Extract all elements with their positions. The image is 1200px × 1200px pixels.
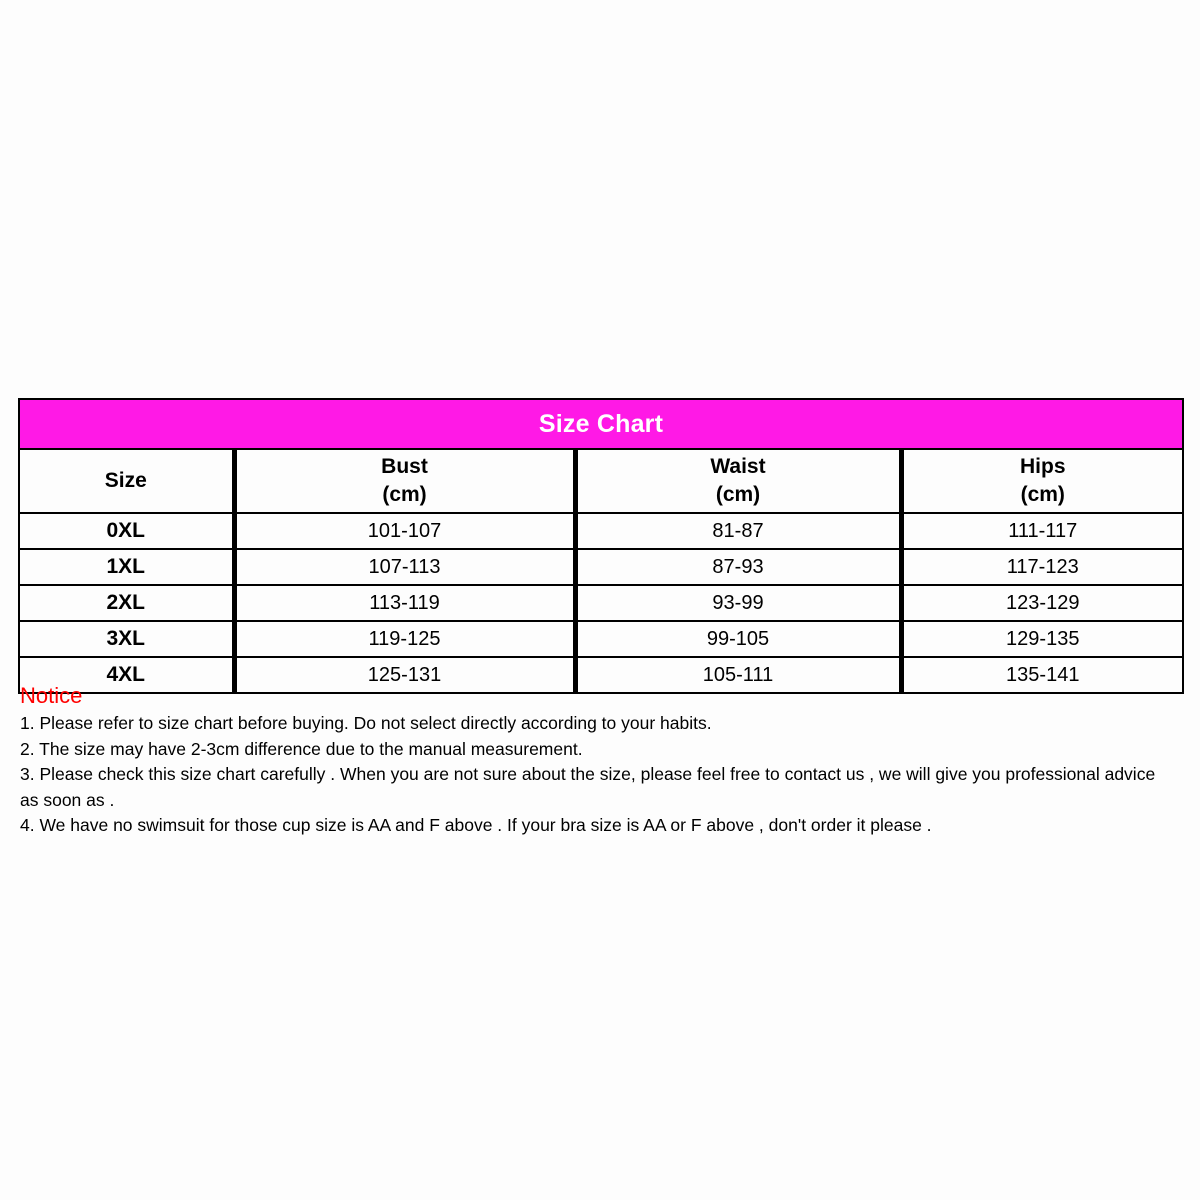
column-header-hips-unit: (cm) bbox=[1020, 483, 1065, 506]
table-row bbox=[19, 585, 1183, 621]
notice-line-3: 3. Please check this size chart carefully . When you are not sure about the size, please feel free to contact us , we will give you professional advice as soon as . bbox=[20, 764, 1156, 810]
notice-line-4: 4. We have no swimsuit for those cup size is AA and F above . If your bra size is AA or F above , don't order it please . bbox=[20, 814, 932, 835]
cell-bust: 107-113 bbox=[234, 549, 575, 585]
table-row bbox=[19, 513, 1183, 549]
cell-size: 3XL bbox=[19, 621, 234, 657]
cell-hips: 135-141 bbox=[901, 657, 1183, 693]
size-chart-table bbox=[18, 398, 1184, 694]
cell-hips: 123-129 bbox=[901, 585, 1183, 621]
cell-waist: 105-111 bbox=[575, 657, 901, 693]
cell-size: 4XL bbox=[19, 657, 234, 693]
cell-waist: 93-99 bbox=[575, 585, 901, 621]
table-row bbox=[19, 549, 1183, 585]
notice-section bbox=[20, 683, 1170, 838]
cell-size: 0XL bbox=[19, 513, 234, 549]
cell-bust: 101-107 bbox=[234, 513, 575, 549]
cell-bust: 113-119 bbox=[234, 585, 575, 621]
cell-waist: 87-93 bbox=[575, 549, 901, 585]
column-header-waist-unit: (cm) bbox=[715, 483, 761, 506]
notice-line-1: 1. Please refer to size chart before buying. Do not select directly according to your habits. bbox=[20, 713, 712, 734]
table-title-row bbox=[19, 399, 1183, 449]
table-row bbox=[19, 621, 1183, 657]
column-header-waist-label: Waist bbox=[710, 454, 766, 478]
column-header-bust bbox=[234, 449, 575, 513]
column-header-size: Size bbox=[19, 449, 234, 513]
column-header-hips bbox=[901, 449, 1183, 513]
cell-hips: 117-123 bbox=[901, 549, 1183, 585]
cell-waist: 99-105 bbox=[575, 621, 901, 657]
cell-size: 2XL bbox=[19, 585, 234, 621]
cell-hips: 129-135 bbox=[901, 621, 1183, 657]
cell-hips: 111-117 bbox=[901, 513, 1183, 549]
size-chart-container bbox=[18, 398, 1182, 694]
size-chart-title: Size Chart bbox=[19, 399, 1183, 449]
column-header-hips-label: Hips bbox=[1020, 454, 1066, 478]
notice-line-2: 2. The size may have 2-3cm difference due to the manual measurement. bbox=[20, 738, 583, 759]
table-header-row bbox=[19, 449, 1183, 513]
column-header-bust-label: Bust bbox=[381, 454, 428, 478]
cell-bust: 125-131 bbox=[234, 657, 575, 693]
column-header-waist bbox=[575, 449, 901, 513]
notice-heading: Notice bbox=[20, 683, 83, 708]
cell-bust: 119-125 bbox=[234, 621, 575, 657]
column-header-bust-unit: (cm) bbox=[382, 483, 427, 506]
cell-waist: 81-87 bbox=[575, 513, 901, 549]
cell-size: 1XL bbox=[19, 549, 234, 585]
